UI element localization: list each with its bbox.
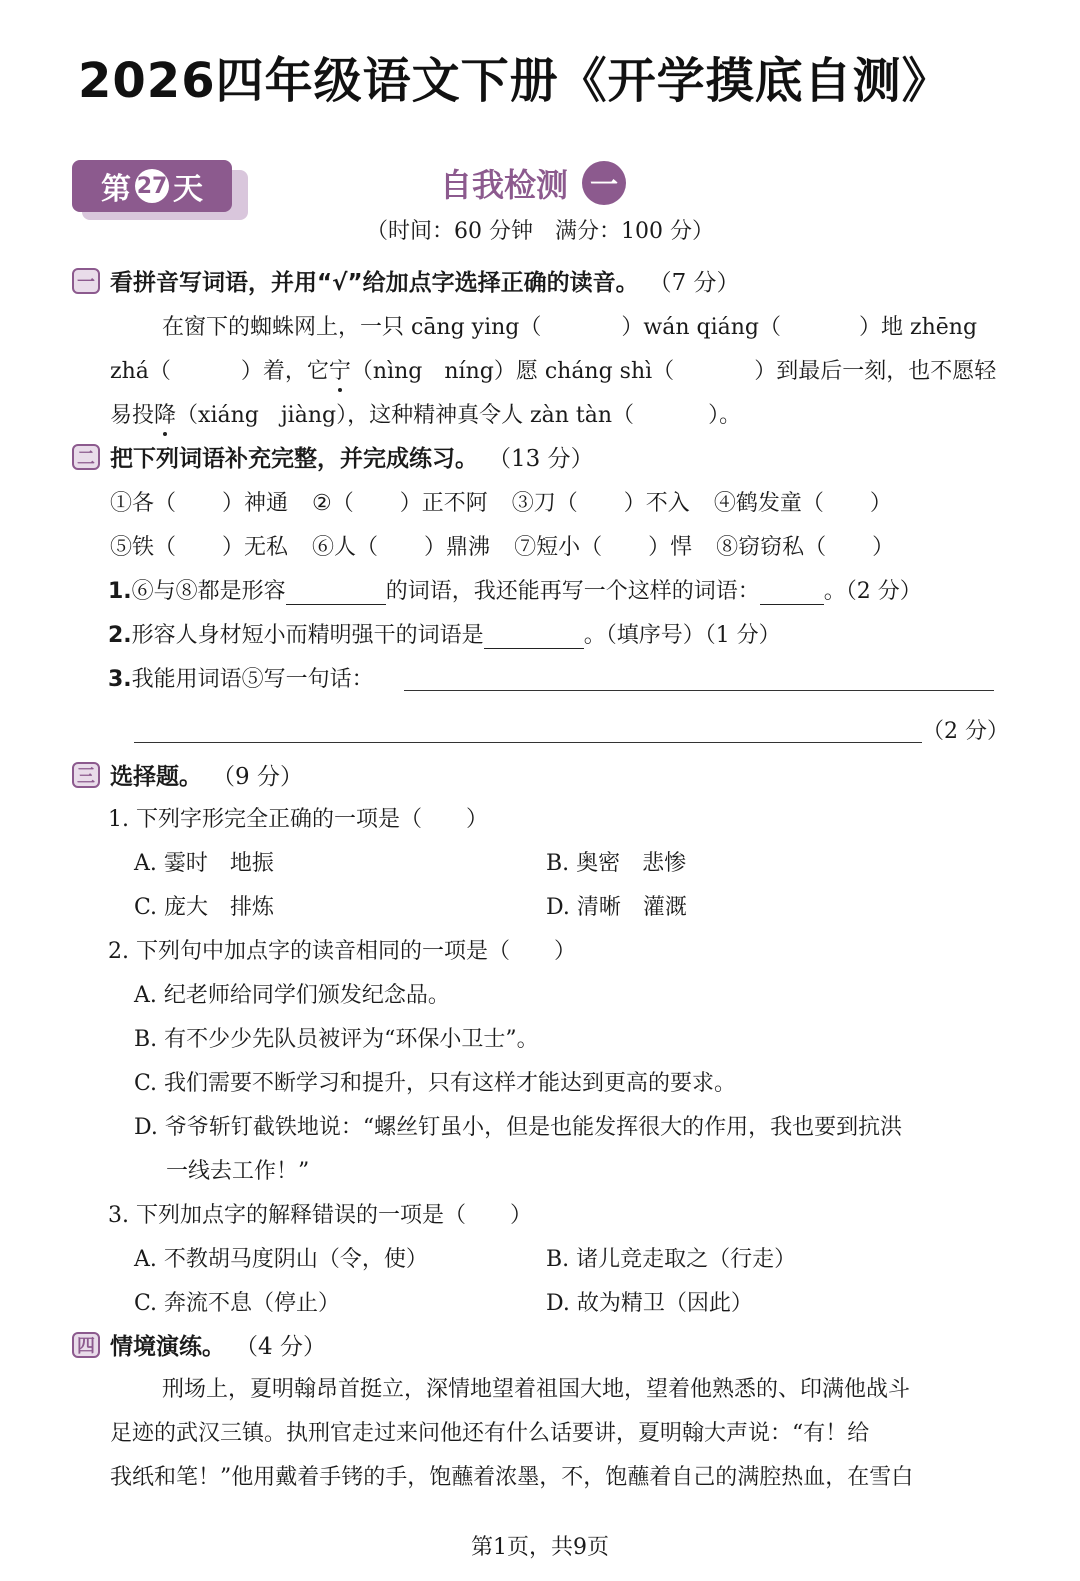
s2-word: ）: [869, 491, 892, 516]
s3-q1-option-c[interactable]: C. 庞大 排炼: [134, 895, 275, 920]
answer-blank[interactable]: [760, 578, 824, 605]
section-4-points: （4 分）: [235, 1334, 326, 1360]
s2-word: ⑧窃窃私（: [716, 535, 827, 560]
section-3-points: （9 分）: [212, 764, 303, 790]
page-footer: 第1页，共9页: [471, 1535, 609, 1560]
s2-question-3-points: （2 分）: [922, 719, 1009, 744]
s2-word: ①各（: [110, 491, 177, 516]
s2-word: ②（: [312, 491, 354, 516]
s1-text: zhá（: [110, 359, 171, 384]
day-suffix: 天: [173, 172, 203, 207]
s1-text: （xiáng jiàng），这种精神真令人 zàn tàn（: [176, 403, 635, 428]
s2-word: ）: [872, 535, 895, 560]
s1-line-3: [110, 398, 741, 429]
section-number-icon: 一: [72, 268, 100, 294]
test-heading: [440, 160, 626, 206]
s1-text: ）wán qiáng（: [621, 315, 782, 340]
dotted-char: 降: [154, 398, 176, 429]
s1-line-2: [110, 354, 996, 385]
s3-q3-option-a[interactable]: A. 不教胡马度阴山（令，使）: [134, 1247, 428, 1272]
s2-word: ）正不阿: [399, 491, 488, 516]
section-3-heading: [72, 758, 303, 791]
s3-q1-option-a[interactable]: A. 霎时 地振: [134, 851, 274, 876]
s2-words-row-1: [110, 486, 892, 517]
answer-blank[interactable]: [286, 578, 386, 605]
s1-text: ）到最后一刻，也不愿轻: [754, 359, 997, 384]
section-2-points: （13 分）: [488, 446, 594, 472]
q-text: ⑥与⑧都是形容: [131, 579, 286, 604]
s3-q1-stem: 1. 下列字形完全正确的一项是（ ）: [108, 807, 488, 832]
s2-word: ⑦短小（: [514, 535, 603, 560]
s3-q3-stem: 3. 下列加点字的解释错误的一项是（ ）: [108, 1203, 532, 1228]
test-number: 一: [582, 161, 626, 205]
s2-question-3: [108, 662, 374, 693]
s2-question-2: [108, 618, 781, 649]
s2-words-row-2: [110, 530, 894, 561]
day-badge: [72, 160, 248, 220]
s3-q2-option-b[interactable]: B. 有不少少先队员被评为“环保小卫士”。: [134, 1027, 539, 1052]
s4-passage-line-3: 我纸和笔！”他用戴着手铐的手，饱蘸着浓墨，不，饱蘸着自己的满腔热血，在雪白: [110, 1465, 914, 1490]
test-title: 自我检测: [440, 166, 569, 204]
s2-word: ③刀（: [511, 491, 578, 516]
s1-text: ）。: [708, 403, 742, 428]
q-text: 形容人身材短小而精明强干的词语是: [131, 623, 484, 648]
s3-q3-option-d[interactable]: D. 故为精卫（因此）: [546, 1291, 753, 1316]
s1-text: ）着，它: [240, 359, 329, 384]
s4-passage-line-2: 足迹的武汉三镇。执刑官走过来问他还有什么话要讲，夏明翰大声说：“有！给: [110, 1421, 870, 1446]
s3-q2-option-c[interactable]: C. 我们需要不断学习和提升，只有这样才能达到更高的要求。: [134, 1071, 737, 1096]
section-4-text: 情境演练。: [110, 1334, 225, 1360]
s2-word: ）无私: [222, 535, 289, 560]
test-meta: （时间：60 分钟 满分：100 分）: [366, 219, 714, 244]
section-number-icon: 三: [72, 762, 100, 788]
s1-text: ）地 zhēng: [859, 315, 978, 340]
s3-q3-option-b[interactable]: B. 诸儿竞走取之（行走）: [546, 1247, 797, 1272]
s3-q3-option-c[interactable]: C. 奔流不息（停止）: [134, 1291, 341, 1316]
answer-blank[interactable]: [484, 622, 584, 649]
question-number: 1.: [108, 579, 132, 604]
s3-q2-option-d[interactable]: D. 爷爷斩钉截铁地说：“螺丝钉虽小，但是也能发挥很大的作用，我也要到抗洪: [134, 1115, 903, 1140]
answer-line[interactable]: [134, 742, 922, 743]
s1-text: 易投: [110, 403, 155, 428]
q-text: 我能用词语⑤写一句话：: [131, 667, 374, 692]
q-text: 。（填序号）（1 分）: [583, 623, 781, 648]
answer-line[interactable]: [404, 690, 994, 691]
section-number-icon: 二: [72, 444, 100, 470]
question-number: 3.: [108, 667, 132, 692]
s1-text: 在窗下的蜘蛛网上，一只 cāng ying（: [162, 315, 542, 340]
dotted-char: 宁: [329, 354, 351, 385]
day-prefix: 第: [101, 172, 131, 207]
section-1-points: （7 分）: [648, 270, 740, 296]
s4-passage-line-1: 刑场上，夏明翰昂首挺立，深情地望着祖国大地，望着他熟悉的、印满他战斗: [162, 1377, 911, 1402]
question-number: 2.: [108, 623, 132, 648]
section-1-heading: [72, 264, 740, 297]
s2-word: ④鹤发童（: [713, 491, 824, 516]
section-4-heading: [72, 1328, 326, 1361]
s2-word: ）悍: [648, 535, 693, 560]
s3-q1-option-d[interactable]: D. 清晰 灌溉: [546, 895, 687, 920]
section-number-icon: 四: [72, 1332, 100, 1358]
s2-word: ⑥人（: [312, 535, 379, 560]
section-2-heading: [72, 440, 594, 473]
q-text: 。（2 分）: [823, 579, 922, 604]
s2-word: ）鼎沸: [424, 535, 491, 560]
s2-word: ⑤铁（: [110, 535, 177, 560]
s3-q2-option-d-cont: 一线去工作！”: [166, 1159, 310, 1184]
day-badge-body: [72, 160, 232, 212]
s2-question-1: [108, 574, 922, 605]
s1-text: （nìng níng）愿 cháng shì（: [350, 359, 675, 384]
s3-q2-option-a[interactable]: A. 纪老师给同学们颁发纪念品。: [134, 983, 450, 1008]
s3-q1-option-b[interactable]: B. 奥密 悲惨: [546, 851, 687, 876]
s2-word: ）不入: [623, 491, 690, 516]
s1-line-1: [162, 310, 977, 341]
section-3-text: 选择题。: [110, 764, 202, 790]
day-number: 27: [135, 169, 169, 203]
q-text: 的词语，我还能再写一个这样的词语：: [385, 579, 760, 604]
s2-word: ）神通: [222, 491, 289, 516]
section-1-text: 看拼音写词语，并用“√”给加点字选择正确的读音。: [110, 270, 639, 296]
s3-q2-stem: 2. 下列句中加点字的读音相同的一项是（ ）: [108, 939, 576, 964]
section-2-text: 把下列词语补充完整，并完成练习。: [110, 446, 478, 472]
page-title: 2026四年级语文下册《开学摸底自测》: [78, 53, 951, 109]
